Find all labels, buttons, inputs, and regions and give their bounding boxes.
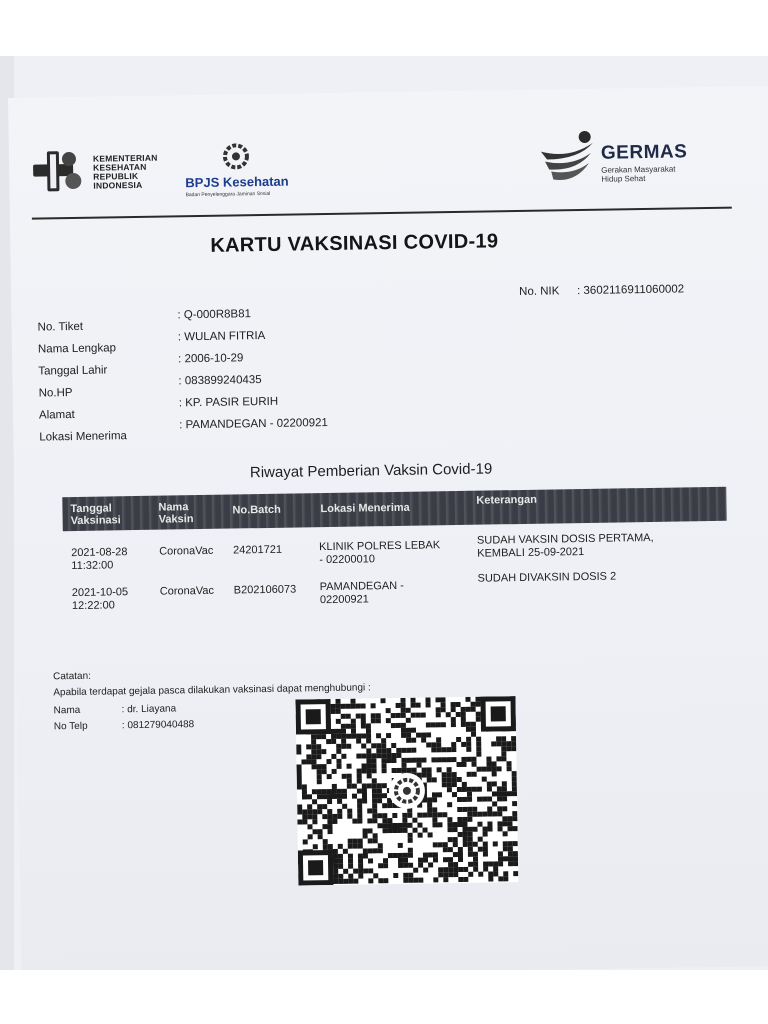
header-divider: [32, 207, 732, 220]
notes-heading: Catatan:: [53, 670, 91, 683]
contact-phone-label: No Telp: [53, 720, 88, 733]
germas-logo-icon: [539, 129, 598, 192]
field-value: : 2006-10-29: [178, 352, 244, 366]
kemenkes-logo-icon: [31, 149, 88, 194]
table-cell: SUDAH VAKSIN DOSIS PERTAMA, KEMBALI 25-09-2021: [476, 531, 654, 560]
bpjs-logo-subtitle: Badan Penyelenggara Jaminan Sosial: [185, 190, 271, 199]
table-cell: 2021-10-05 12:22:00: [71, 586, 129, 613]
column-header: Keterangan: [476, 493, 538, 507]
history-title: Riwayat Pemberian Vaksin Covid-19: [249, 460, 493, 482]
field-label: Nama Lengkap: [37, 342, 117, 356]
table-cell: KLINIK POLRES LEBAK - 02200010: [318, 539, 441, 567]
column-header: Lokasi Menerima: [320, 501, 410, 516]
field-value: : 083899240435: [178, 374, 262, 388]
table-cell: SUDAH DIVAKSIN DOSIS 2: [477, 570, 617, 585]
notes-line: Apabila terdapat gejala pasca dilakukan vaksinasi dapat menghubungi :: [53, 682, 371, 699]
table-cell: 2021-08-28 11:32:00: [71, 546, 128, 573]
table-cell: B202106073: [233, 583, 297, 597]
bpjs-logo-text: BPJS Kesehatan: [185, 173, 289, 191]
field-label: No.HP: [38, 387, 73, 400]
vaccination-card-sheet: [8, 86, 768, 970]
field-value: : Q-000R8B81: [177, 308, 252, 322]
table-cell: CoronaVac: [159, 584, 215, 598]
field-value: : WULAN FITRIA: [177, 329, 266, 344]
field-value: : KP. PASIR EURIH: [178, 395, 279, 410]
nik-value: : 3602116911060002: [577, 283, 685, 298]
field-label: Alamat: [38, 408, 75, 422]
germas-logo-text: GERMAS: [600, 141, 688, 164]
field-label: Tanggal Lahir: [38, 364, 108, 378]
kemenkes-logo-text: KEMENTERIAN KESEHATAN REPUBLIK INDONESIA: [92, 152, 158, 191]
field-value: : PAMANDEGAN - 02200921: [179, 417, 328, 432]
column-header: Nama Vaksin: [158, 501, 194, 526]
contact-name-value: : dr. Liayana: [121, 703, 177, 716]
table-cell: PAMANDEGAN - 02200921: [319, 579, 404, 607]
card-title: KARTU VAKSINASI COVID-19: [210, 230, 499, 257]
column-header: Tanggal Vaksinasi: [70, 502, 121, 528]
field-label: No. Tiket: [37, 320, 84, 334]
field-label: Lokasi Menerima: [39, 430, 127, 444]
table-cell: CoronaVac: [159, 544, 214, 558]
nik-label: No. NIK: [519, 285, 560, 298]
germas-logo-subtitle: Gerakan Masyarakat Hidup Sehat: [601, 164, 676, 184]
document-photo: [0, 56, 768, 970]
contact-name-label: Nama: [53, 704, 81, 717]
column-header: No.Batch: [232, 503, 281, 517]
qr-code-icon: [295, 696, 518, 885]
table-cell: 24201721: [233, 543, 283, 557]
bpjs-logo-icon: [221, 142, 251, 170]
contact-phone-value: : 081279040488: [121, 719, 195, 732]
